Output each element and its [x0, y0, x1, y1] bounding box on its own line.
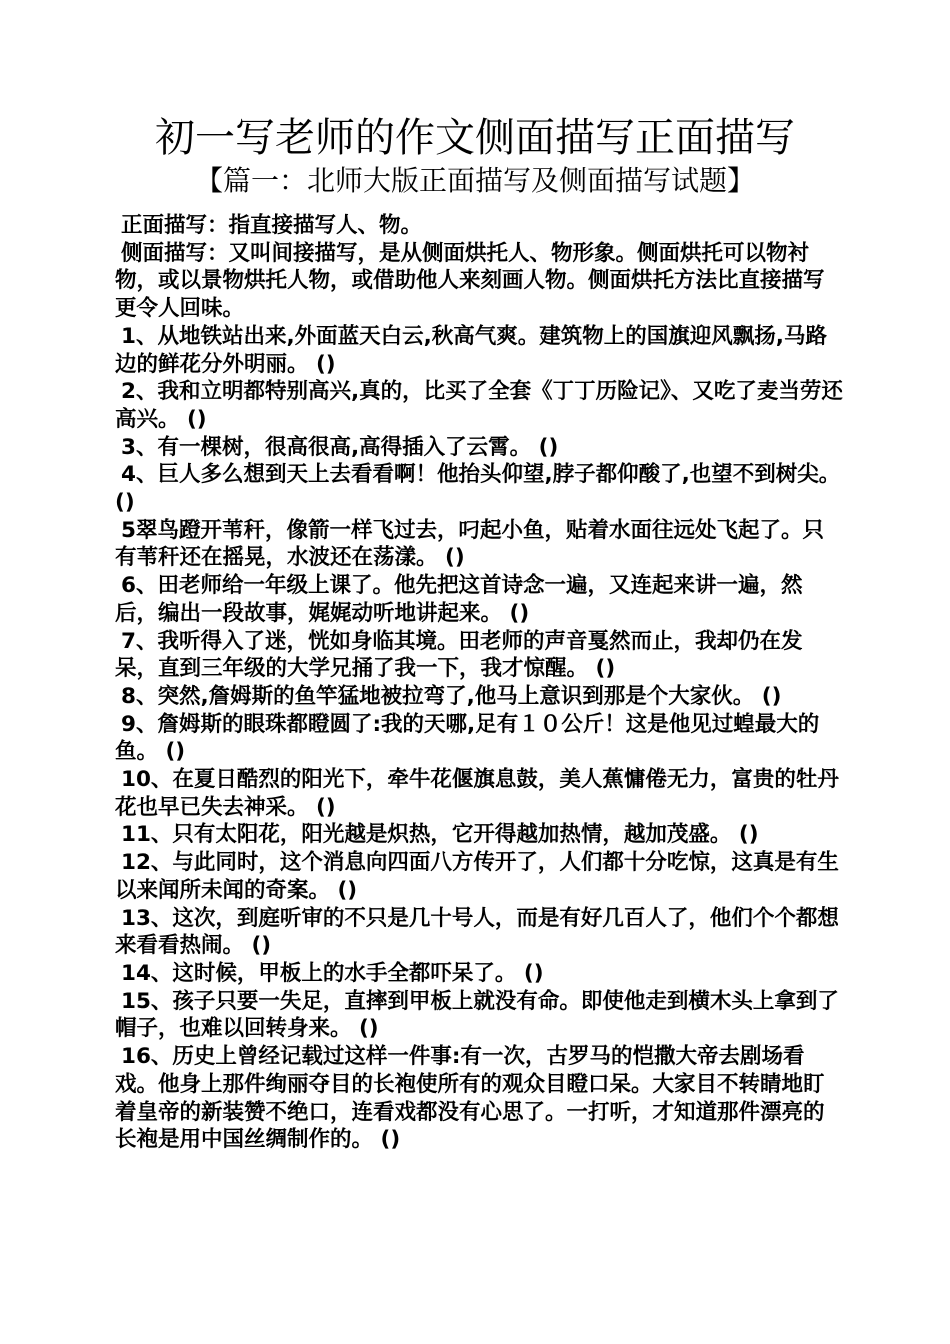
question-16: 16、历史上曾经记载过这样一件事:有一次，古罗马的恺撒大帝去剧场看戏。他身上那件绚丽夺目的长袍使所有的观众目瞪口呆。大家目不转睛地盯着皇帝的新装赞不绝口，连看戏都没有心思了。一打听，才知道那件漂亮的长袍是用中国丝绸制作的。 ()	[115, 1044, 825, 1153]
question-8: 8、突然,詹姆斯的鱼竿猛地被拉弯了,他马上意识到那是个大家伙。 ()	[121, 683, 782, 709]
document-body	[115, 212, 845, 1154]
document-subtitle: 【篇一：北师大版正面描写及侧面描写试题】	[194, 164, 755, 197]
question-6: 6、田老师给一年级上课了。他先把这首诗念一遍，又连起来讲一遍，然后，编出一段故事，娓娓动听地讲起来。 ()	[115, 573, 803, 626]
definition-indirect: 侧面描写：又叫间接描写，是从侧面烘托人、物形象。侧面烘托可以物衬物，或以景物烘托人物，或借助他人来刻画人物。侧面烘托方法比直接描写更令人回味。	[115, 240, 825, 322]
question-2: 2、我和立明都特别高兴,真的，比买了全套《丁丁历险记》、又吃了麦当劳还高兴。 ()	[115, 379, 843, 432]
question-7: 7、我听得入了迷，恍如身临其境。田老师的声音戛然而止，我却仍在发呆，直到三年级的大学兄捅了我一下，我才惊醒。 ()	[115, 628, 803, 682]
question-11: 11、只有太阳花，阳光越是炽热，它开得越加热情，越加茂盛。 ()	[121, 822, 759, 848]
question-3: 3、有一棵树，很高很高,高得插入了云霄。 ()	[121, 434, 559, 460]
question-13: 13、这次，到庭听审的不只是几十号人，而是有好几百人了，他们个个都想来看看热闹。 ()	[115, 905, 839, 959]
question-5: 5翠鸟蹬开苇秆，像箭一样飞过去，叼起小鱼，贴着水面往远处飞起了。只有苇秆还在摇晃，水波还在荡漾。 ()	[115, 517, 824, 571]
question-14: 14、这时候，甲板上的水手全都吓呆了。 ()	[121, 960, 544, 986]
question-10: 10、在夏日酷烈的阳光下，牵牛花偃旗息鼓，美人蕉慵倦无力，富贵的牡丹花也早已失去神采。 ()	[115, 767, 839, 820]
question-1: 1、从地铁站出来,外面蓝天白云,秋高气爽。建筑物上的国旗迎风飘扬,马路边的鲜花分外明丽。 ()	[115, 323, 827, 377]
question-4: 4、巨人多么想到天上去看看啊！他抬头仰望,脖子都仰酸了,也望不到树尖。 ()	[115, 462, 841, 516]
document-title: 初一写老师的作文侧面描写正面描写	[155, 115, 795, 161]
definition-direct: 正面描写：指直接描写人、物。	[121, 213, 423, 238]
question-12: 12、与此同时，这个消息向四面八方传开了，人们都十分吃惊，这真是有生以来闻所未闻的奇案。 ()	[115, 850, 839, 903]
question-9: 9、詹姆斯的眼珠都瞪圆了:我的天哪,足有１０公斤！这是他见过蝗最大的鱼。 ()	[115, 711, 820, 765]
question-15: 15、孩子只要一失足，直摔到甲板上就没有命。即使他走到横木头上拿到了帽子，也难以回转身来。 ()	[115, 988, 839, 1042]
